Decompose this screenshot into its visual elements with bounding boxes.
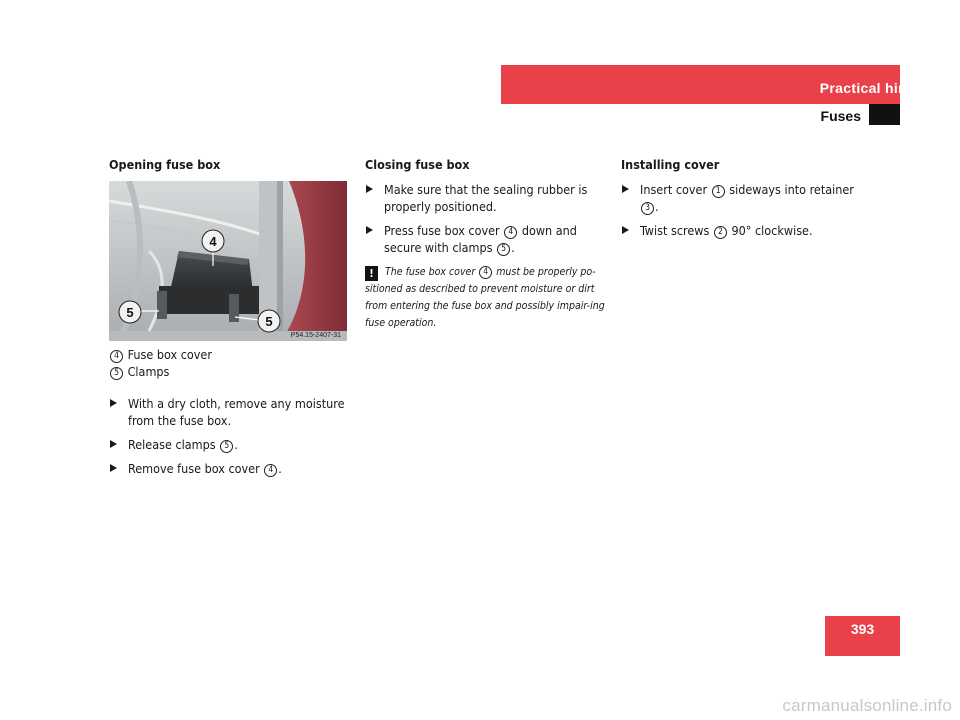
- installing-heading: Installing cover: [621, 157, 720, 172]
- ref-num: 4: [264, 464, 277, 477]
- callout-4: 4: [209, 234, 217, 249]
- step-arrow-icon: [110, 440, 117, 448]
- step-text: sideways into retainer: [729, 182, 854, 197]
- section-title: Practical hints: [819, 80, 920, 96]
- ref-num: 5: [220, 440, 233, 453]
- watermark-text: carmanualsonline.info: [782, 696, 952, 715]
- ref-num: 1: [712, 185, 725, 198]
- column-closing-fuse-box: [365, 157, 610, 332]
- note-text: must be properly po-sitioned as described to prevent moisture or dirt from entering the fuse box and possibly impair-ing fuse operation.: [365, 266, 605, 329]
- note-text: The fuse box cover: [385, 266, 476, 278]
- legend-num-5: 5: [110, 367, 123, 380]
- step-arrow-icon: [366, 226, 373, 234]
- step-text: Press fuse box cover: [384, 223, 500, 238]
- opening-heading: Opening fuse box: [109, 157, 221, 172]
- step-text: Remove fuse box cover: [128, 461, 260, 476]
- figure-code: P54.15-2407-31: [290, 332, 341, 339]
- step-twist-screws: [621, 222, 866, 239]
- column-opening-fuse-box: [109, 157, 354, 484]
- ref-num: 3: [641, 202, 654, 215]
- step-remove-cover: [109, 460, 354, 477]
- legend-text-clamps: Clamps: [127, 364, 170, 379]
- step-text: 90° clockwise.: [731, 223, 813, 238]
- fuse-box-illustration: [109, 181, 347, 341]
- step-arrow-icon: [622, 185, 629, 193]
- fuse-box-photo: [109, 181, 347, 341]
- step-text: Make sure that the sealing rubber is properly positioned.: [384, 182, 588, 214]
- ref-num: 4: [504, 226, 517, 239]
- ref-num: 2: [714, 226, 727, 239]
- ref-num: 4: [479, 266, 492, 279]
- closing-heading: Closing fuse box: [365, 157, 470, 172]
- column-installing-cover: [621, 157, 866, 246]
- subsection-title: Fuses: [820, 108, 861, 124]
- legend-text-cover: Fuse box cover: [127, 347, 212, 362]
- step-press-cover: [365, 222, 610, 256]
- legend-num-4: 4: [110, 350, 123, 363]
- step-arrow-icon: [622, 226, 629, 234]
- step-dry-fuse-box: [109, 395, 354, 429]
- step-arrow-icon: [110, 464, 117, 472]
- step-text: With a dry cloth, remove any moisture from the fuse box.: [128, 396, 345, 428]
- caution-note: [365, 264, 610, 332]
- page-number: 393: [825, 616, 900, 656]
- step-text: Insert cover: [640, 182, 708, 197]
- subsection-marker: [869, 104, 900, 125]
- step-text: Release clamps: [128, 437, 216, 452]
- ref-num: 5: [497, 243, 510, 256]
- step-check-seal: [365, 181, 610, 215]
- step-arrow-icon: [366, 185, 373, 193]
- step-arrow-icon: [110, 399, 117, 407]
- step-text-end: .: [234, 437, 238, 452]
- exclamation-icon: !: [365, 266, 378, 281]
- step-text-end: .: [511, 240, 515, 255]
- step-text-end: .: [655, 199, 659, 214]
- step-text-end: .: [278, 461, 282, 476]
- step-text: Twist screws: [640, 223, 710, 238]
- legend-item-clamps: [109, 363, 354, 380]
- callout-5-left: 5: [126, 305, 134, 320]
- callout-5-right: 5: [265, 314, 273, 329]
- legend-item-cover: [109, 346, 354, 363]
- step-insert-cover: [621, 181, 866, 215]
- step-release-clamps: [109, 436, 354, 453]
- step-text: down and secure with clamps: [384, 223, 577, 255]
